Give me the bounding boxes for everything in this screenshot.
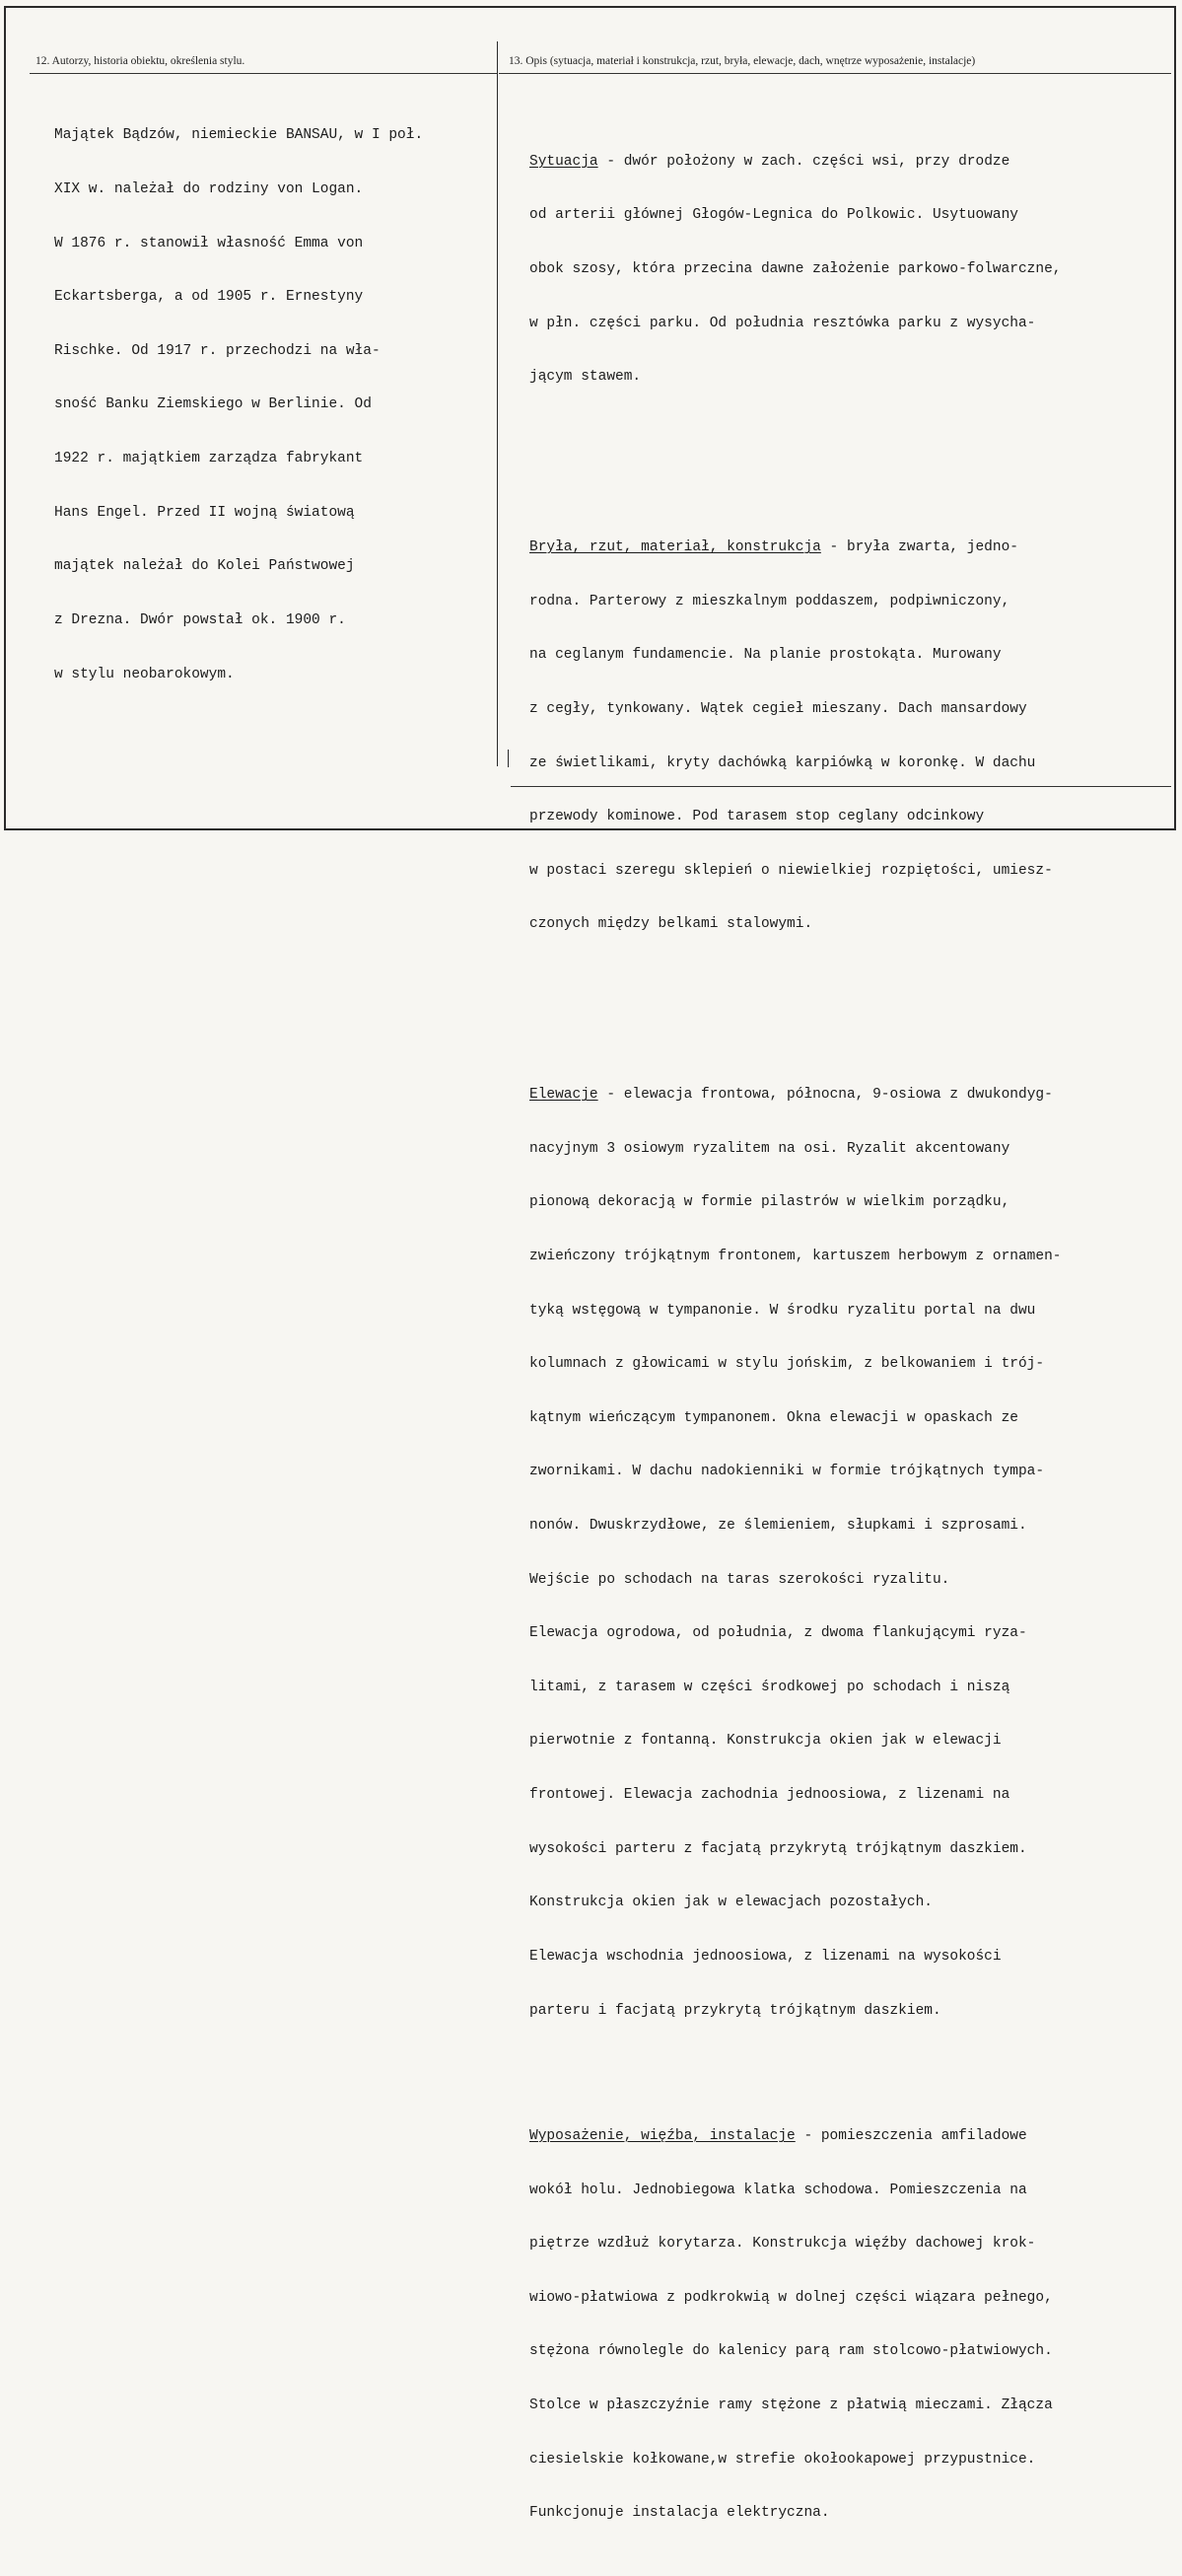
header-rule-right [499,73,1171,74]
description-line: rodna. Parterowy z mieszkalnym poddaszem, podpiwniczony, [529,593,1010,609]
description-line: - elewacja frontowa, północna, 9-osiowa z dwukondyg- [597,1087,1053,1104]
description-line: obok szosy, która przecina dawne założenie parkowo-folwarczne, [529,261,1062,278]
section-13-header: 13. Opis (sytuacja, materiał i konstrukcja, rzut, bryła, elewacje, dach, wnętrze wyposażenie, instalacje) [509,55,976,67]
description-line: - pomieszczenia amfiladowe [795,2127,1027,2144]
description-line: kolumnach z głowicami w stylu jońskim, z belkowaniem i trój- [529,1356,1045,1373]
heading-sytuacja: Sytuacja [529,153,598,170]
description-line: Elewacja wschodnia jednoosiowa, z lizenami na wysokości [529,1948,1002,1965]
heading-wyposazenie: Wyposażenie, więźba, instalacje [529,2127,796,2144]
history-line: Eckartsberga, a od 1905 r. Ernestyny [54,289,364,306]
description-line: jącym stawem. [529,369,642,386]
bottom-rule [511,786,1171,787]
description-text [529,81,1062,2576]
history-line: 1922 r. majątkiem zarządza fabrykant [54,451,364,467]
heading-bryla: Bryła, rzut, materiał, konstrukcja [529,539,821,556]
description-line: Stolce w płaszczyźnie ramy stężone z płatwią mieczami. Złącza [529,2397,1053,2413]
description-line: przewody kominowe. Pod tarasem stop ceglany odcinkowy [529,809,985,825]
description-line: pierwotnie z fontanną. Konstrukcja okien jak w elewacji [529,1733,1002,1750]
description-line: Wejście po schodach na taras szerokości ryzalitu. [529,1571,950,1588]
description-line: zwieńczony trójkątnym frontonem, kartuszem herbowym z ornamen- [529,1249,1062,1264]
description-line: parteru i facjatą przykrytą trójkątnym daszkiem. [529,2002,941,2019]
description-line: z cegły, tynkowany. Wątek cegieł mieszany. Dach mansardowy [529,700,1027,717]
history-line: sność Banku Ziemskiego w Berlinie. Od [54,396,372,413]
description-line: w postaci szeregu sklepień o niewielkiej rozpiętości, umiesz- [529,862,1053,879]
section-wyposazenie [529,2092,1062,2558]
description-line: Konstrukcja okien jak w elewacjach pozostałych. [529,1895,933,1911]
description-line: nacyjnym 3 osiowym ryzalitem na osi. Ryzalit akcentowany [529,1140,1010,1157]
history-line: Majątek Bądzów, niemieckie BANSAU, w I poł. [54,127,424,144]
description-line: w płn. części parku. Od południa resztówka parku z wysycha- [529,315,1036,331]
section-bryla [529,503,1062,969]
description-line: tyką wstęgową w tympanonie. W środku ryzalitu portal na dwu [529,1302,1036,1319]
history-line: Hans Engel. Przed II wojną światową [54,504,355,521]
description-line: kątnym wieńczącym tympanonem. Okna elewacji w opaskach ze [529,1409,1018,1426]
description-line: - dwór położony w zach. części wsi, przy drodze [597,153,1010,170]
description-line: czonych między belkami stalowymi. [529,916,813,933]
column-divider-lower [508,750,509,767]
section-12-header: 12. Autorzy, historia obiektu, określenia stylu. [35,55,245,67]
description-line: Elewacja ogrodowa, od południa, z dwoma flankującymi ryza- [529,1625,1027,1642]
description-line: nonów. Dwuskrzydłowe, ze ślemieniem, słupkami i szprosami. [529,1518,1027,1535]
description-line: wokół holu. Jednobiegowa klatka schodowa. Pomieszczenia na [529,2182,1027,2198]
header-rule-left [30,73,497,74]
description-line: Funkcjonuje instalacja elektryczna. [529,2505,830,2522]
history-line: majątek należał do Kolei Państwowej [54,558,355,575]
history-line: z Drezna. Dwór powstał ok. 1900 r. [54,611,346,628]
section-elewacje [529,1050,1062,2055]
description-line: pionową dekoracją w formie pilastrów w wielkim porządku, [529,1194,1010,1211]
description-line: stężona równolegle do kalenicy parą ram stolcowo-płatwiowych. [529,2343,1053,2360]
description-line: litami, z tarasem w części środkowej po schodach i niszą [529,1679,1010,1695]
description-line: piętrze wzdłuż korytarza. Konstrukcja więźby dachowej krok- [529,2236,1036,2253]
description-line: wysokości parteru z facjatą przykrytą trójkątnym daszkiem. [529,1840,1027,1857]
history-line: w stylu neobarokowym. [54,666,235,682]
description-line: wiowo-płatwiowa z podkrokwią w dolnej części wiązara pełnego, [529,2289,1053,2306]
history-line: Rischke. Od 1917 r. przechodzi na wła- [54,342,381,359]
section-sytuacja [529,116,1062,421]
description-line: ciesielskie kołkowane,w strefie okołookapowej przypustnice. [529,2451,1036,2468]
heading-elewacje: Elewacje [529,1087,598,1104]
history-text [54,91,423,701]
history-line: XIX w. należał do rodziny von Logan. [54,181,364,198]
history-line: W 1876 r. stanowił własność Emma von [54,235,364,251]
description-line: - bryła zwarta, jedno- [820,539,1018,556]
column-divider [497,41,498,766]
description-line: ze świetlikami, kryty dachówką karpiówką w koronkę. W dachu [529,754,1036,771]
description-line: zwornikami. W dachu nadokienniki w formie trójkątnych tympa- [529,1464,1045,1480]
description-line: frontowej. Elewacja zachodnia jednoosiowa, z lizenami na [529,1787,1010,1804]
description-line: na ceglanym fundamencie. Na planie prostokąta. Murowany [529,647,1002,664]
description-line: od arterii głównej Głogów-Legnica do Polkowic. Usytuowany [529,207,1018,224]
